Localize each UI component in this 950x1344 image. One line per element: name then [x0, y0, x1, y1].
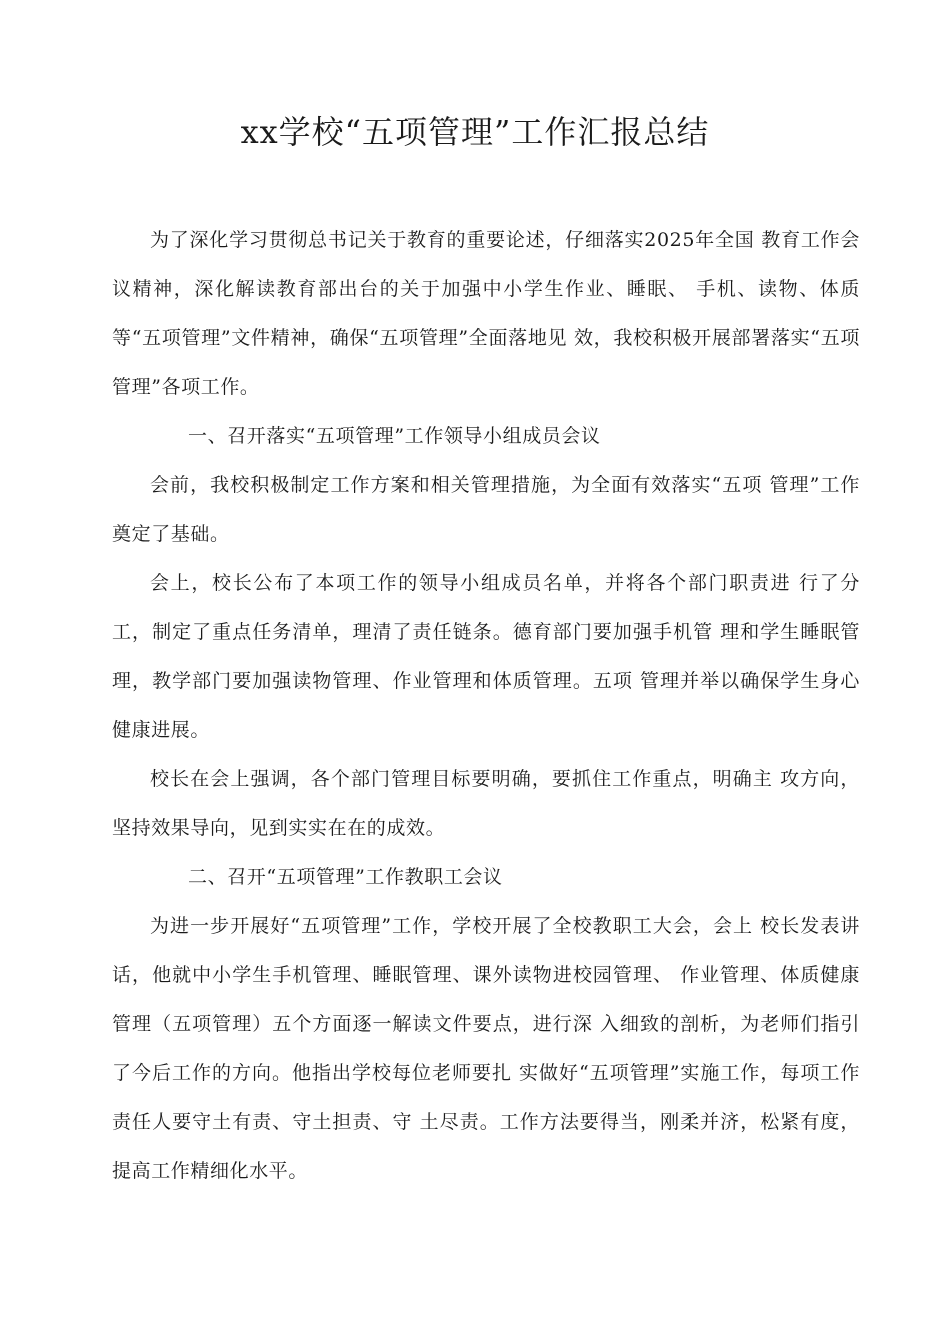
- paragraph-principal-emphasis: 校长在会上强调，各个部门管理目标要明确，要抓住工作重点，明确主 攻方向，坚持效果导向，见到实实在在的成效。: [112, 768, 860, 839]
- paragraph-staff-meeting: 为进一步开展好“五项管理”工作，学校开展了全校教职工大会，会上 校长发表讲话，他就中小学生手机管理、睡眠管理、课外读物进校园管理、 作业管理、体质健康管理（五项管理）五个方面逐一解读文件要点，进行深 入细致的剖析，为老师们指引了今后工作的方向。他指出学校每位老师要扎 实做好“五项管理”实施工作，每项工作责任人要守土有责、守土担责、守 土尽责。工作方法要得当，刚柔并济，松紧有度，提高工作精细化水平。: [112, 915, 860, 1182]
- paragraph-meeting: 会上，校长公布了本项工作的领导小组成员名单，并将各个部门职责进 行了分工，制定了重点任务清单，理清了责任链条。德育部门要加强手机管 理和学生睡眠管理，教学部门要加强读物管理、作业管理和体质管理。五项 管理并举以确保学生身心健康进展。: [112, 572, 860, 741]
- document-body: [112, 216, 860, 1196]
- paragraph-before-meeting: 会前，我校积极制定工作方案和相关管理措施，为全面有效落实“五项 管理”工作奠定了基础。: [112, 474, 860, 545]
- document-title: xx学校“五项管理”工作汇报总结: [240, 113, 710, 151]
- section-heading-2: 二、召开“五项管理”工作教职工会议: [188, 866, 503, 888]
- section-heading-1: 一、召开落实“五项管理”工作领导小组成员会议: [188, 425, 601, 447]
- intro-paragraph: 为了深化学习贯彻总书记关于教育的重要论述，仔细落实2025年全国 教育工作会议精神，深化解读教育部出台的关于加强中小学生作业、睡眠、 手机、读物、体质等“五项管理”文件精神，确保“五项管理”全面落地见 效，我校积极开展部署落实“五项管理”各项工作。: [112, 229, 860, 398]
